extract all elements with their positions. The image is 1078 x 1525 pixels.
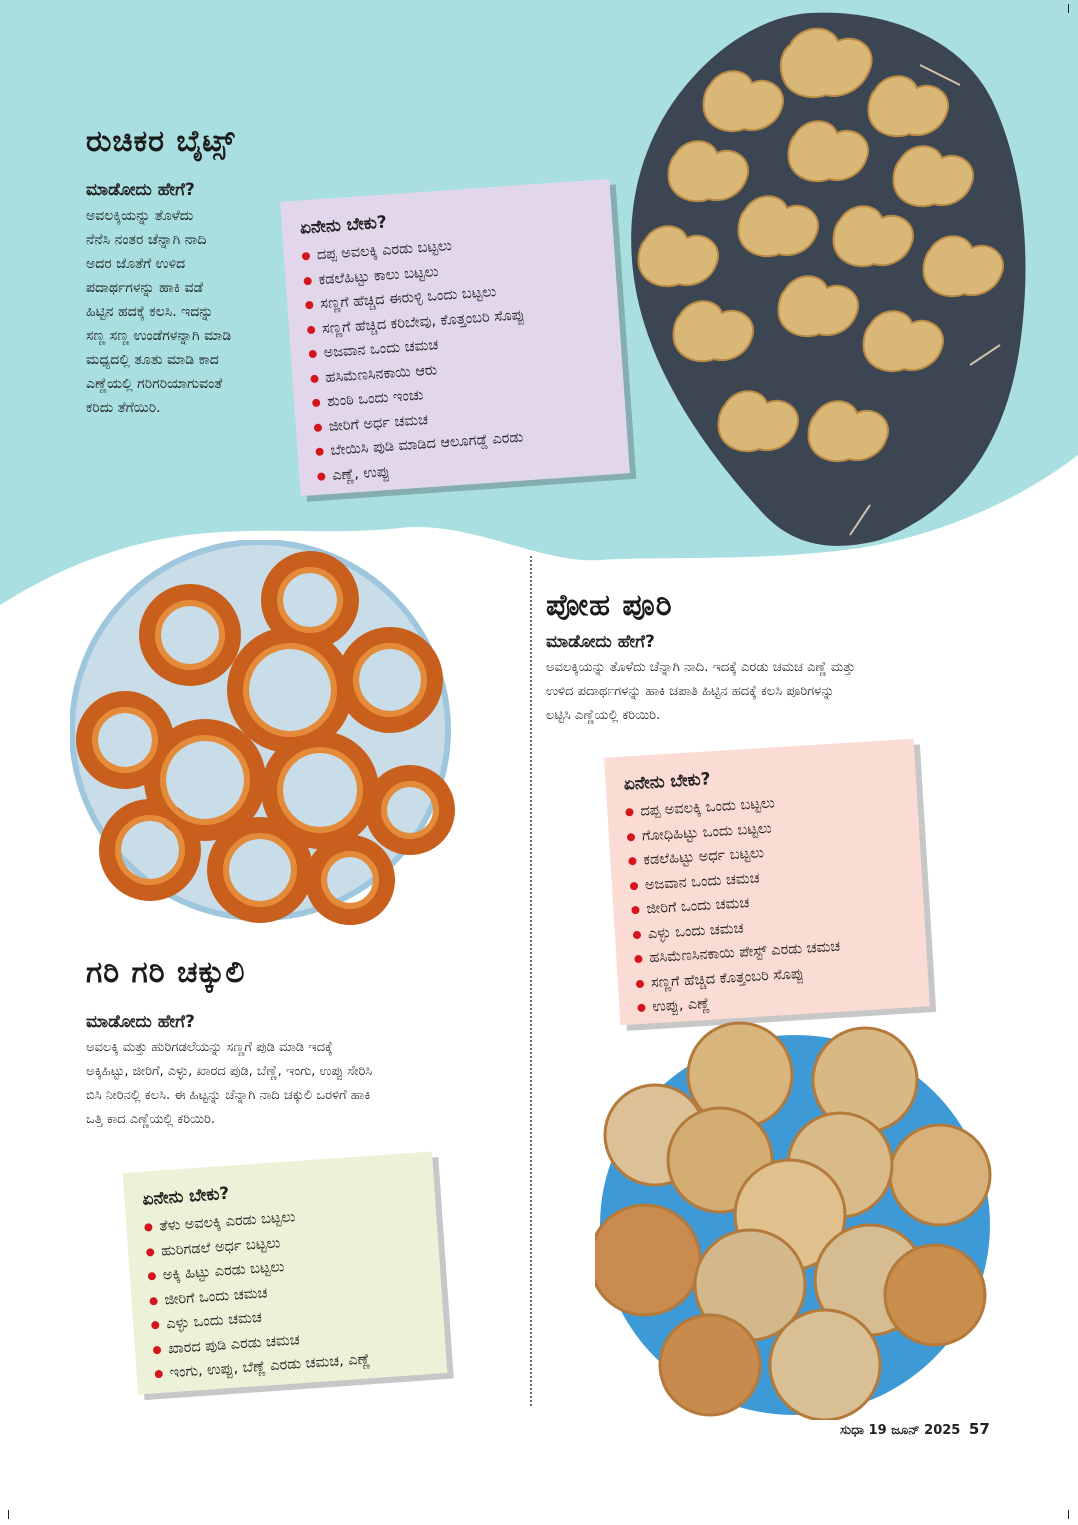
ingredients-heading: ಏನೇನು ಬೇಕು? [141, 1183, 230, 1210]
chakli-method-heading: ಮಾಡೋದು ಹೇಗೆ? [86, 1012, 195, 1032]
ingredient-item: ಅಜವಾನ ಒಂದು ಚಮಚ [629, 857, 904, 898]
method-line: ಕರಿದು ತೆಗೆಯಿರಿ. [86, 400, 161, 416]
page-footer [840, 1420, 990, 1438]
ingredient-item: ಎಳ್ಳು ಒಂದು ಚಮಚ [150, 1294, 425, 1338]
method-line: ಸಣ್ಣ ಸಣ್ಣ ಉಂಡೆಗಳನ್ನಾಗಿ ಮಾಡಿ [86, 328, 232, 344]
bullet-icon [634, 955, 642, 963]
poha-poori-photo [595, 1020, 995, 1420]
ingredient-item: ಎಳ್ಳು ಒಂದು ಚಮಚ [632, 906, 907, 947]
ingredient-item: ಹುರಿಗಡಲೆ ಅರ್ಧ ಬಟ್ಟಲು [145, 1221, 420, 1265]
ingredient-item: ಎಣ್ಣೆ, ಉಪ್ಪು [317, 444, 612, 489]
method-line: ಅದರ ಜೊತೆಗೆ ಉಳಿದ [86, 256, 186, 272]
bullet-icon [144, 1223, 153, 1232]
ingredient-item: ಹಸಿಮೆಣಸಿನಕಾಯಿ ಪೇಸ್ಟ್ ಎರಡು ಚಮಚ [634, 931, 909, 972]
ingredient-item: ದಪ್ಪ ಅವಲಕ್ಕಿ ಎರಡು ಬಟ್ಟಲು [301, 224, 596, 269]
crop-mark [1068, 1510, 1069, 1519]
bullet-icon [305, 301, 314, 310]
bites-method-text [86, 204, 286, 420]
bites-method-heading: ಮಾಡೋದು ಹೇಗೆ? [86, 180, 195, 200]
ingredient-item: ಅಕ್ಕಿ ಹಿಟ್ಟು ಎರಡು ಬಟ್ಟಲು [147, 1245, 422, 1289]
method-line: ಅಕ್ಕಿಹಿಟ್ಟು, ಜೀರಿಗೆ, ಎಳ್ಳು, ಖಾರದ ಪುಡಿ, ಬೆಣ್ಣೆ, ಇಂಗು, ಉಪ್ಪು ಸೇರಿಸಿ [86, 1064, 373, 1079]
method-line: ಹಿಟ್ಟಿನ ಹದಕ್ಕೆ ಕಲಸಿ. ಇದನ್ನು [86, 304, 214, 320]
poha-method-heading: ಮಾಡೋದು ಹೇಗೆ? [546, 632, 655, 652]
bullet-icon [302, 252, 311, 261]
ingredient-item: ಜೀರಿಗೆ ಒಂದು ಚಮಚ [631, 882, 906, 923]
bullet-icon [154, 1370, 163, 1379]
ingredient-item: ಗೋಧಿಹಿಟ್ಟು ಒಂದು ಬಟ್ಟಲು [626, 808, 901, 849]
chakli-title: ಗರಿ ಗರಿ ಚಕ್ಕುಲಿ [86, 955, 246, 990]
ingredient-item: ಹಸಿಮೆಣಸಿನಕಾಯಿ ಆರು [310, 346, 605, 391]
ingredient-item: ಬೇಯಿಸಿ ಪುಡಿ ಮಾಡಿದ ಆಲೂಗಡ್ಡೆ ಎರಡು [315, 420, 610, 465]
chakli-photo [70, 540, 455, 925]
poha-title: ಪೋಹ ಪೂರಿ [546, 588, 673, 623]
magazine-issue: ಸುಧಾ 19 ಜೂನ್ 2025 [840, 1423, 961, 1438]
ingredient-item: ಶುಂಠಿ ಒಂದು ಇಂಚು [311, 371, 606, 416]
bullet-icon [303, 276, 312, 285]
bullet-icon [153, 1345, 162, 1354]
poha-method-text [546, 656, 1016, 728]
bullet-icon [631, 906, 639, 914]
crop-mark [8, 1510, 9, 1519]
ingredients-heading: ಏನೇನು ಬೇಕು? [623, 769, 712, 795]
bullet-icon [315, 447, 324, 456]
method-line: ಉಳಿದ ಪದಾರ್ಥಗಳನ್ನು ಹಾಕಿ ಚಪಾತಿ ಹಿಟ್ಟಿನ ಹದಕ್ಕೆ ಕಲಸಿ ಪೂರಿಗಳನ್ನು [546, 684, 835, 699]
ingredient-item: ಉಪ್ಪು, ಎಣ್ಣೆ [637, 979, 912, 1020]
bullet-icon [149, 1296, 158, 1305]
method-line: ಅವಲಕ್ಕಿ ಮತ್ತು ಹುರಿಗಡಲೆಯನ್ನು ಸಣ್ಣಗೆ ಪುಡಿ ಮಾಡಿ ಇದಕ್ಕೆ [86, 1040, 333, 1055]
bullet-icon [310, 374, 319, 383]
page-number: 57 [968, 1420, 990, 1438]
ingredient-item: ಅಜವಾನ ಒಂದು ಚಮಚ [308, 322, 603, 367]
ingredients-list [144, 1197, 429, 1387]
method-line: ಮಧ್ಯದಲ್ಲಿ ತೂತು ಮಾಡಿ ಕಾದ [86, 352, 219, 368]
method-line: ಒತ್ತಿ ಕಾದ ಎಣ್ಣೆಯಲ್ಲಿ ಕರಿಯಿರಿ. [86, 1112, 216, 1127]
bullet-icon [317, 472, 326, 481]
ingredient-item: ಜೀರಿಗೆ ಒಂದು ಚಮಚ [149, 1270, 424, 1314]
bullet-icon [307, 325, 316, 334]
column-divider [530, 556, 532, 1406]
bullet-icon [146, 1248, 155, 1257]
bullet-icon [633, 930, 641, 938]
chakli-ingredients-card [123, 1151, 448, 1394]
ingredient-item: ಕಡಲೆಹಿಟ್ಟು ಕಾಲು ಬಟ್ಟಲು [303, 248, 598, 293]
method-line: ಅವಲಕ್ಕಿಯನ್ನು ತೊಳೆದು [86, 208, 194, 224]
bullet-icon [151, 1321, 160, 1330]
bullet-icon [312, 399, 321, 408]
method-line: ಎಣ್ಣೆಯಲ್ಲಿ ಗರಿಗರಿಯಾಗುವಂತೆ [86, 376, 223, 392]
ingredients-list [301, 224, 611, 489]
bullet-icon [636, 979, 644, 987]
bullet-icon [627, 832, 635, 840]
bullet-icon [637, 1004, 645, 1012]
bullet-icon [625, 808, 633, 816]
bullet-icon [314, 423, 323, 432]
ingredient-item: ಕಡಲೆಹಿಟ್ಟು ಅರ್ಧ ಬಟ್ಟಲು [628, 833, 903, 874]
bites-photo [620, 5, 1040, 550]
method-line: ಬಿಸಿ ನೀರಿನಲ್ಲಿ ಕಲಸಿ. ಈ ಹಿಟ್ಟನ್ನು ಚೆನ್ನಾಗಿ ನಾದಿ ಚಕ್ಕುಲಿ ಒರಳಿಗೆ ಹಾಕಿ [86, 1088, 371, 1103]
bites-title: ರುಚಿಕರ ಬೈಟ್ಸ್ [86, 124, 236, 159]
bullet-icon [148, 1272, 157, 1281]
ingredient-item: ಸಣ್ಣಗೆ ಹೆಚ್ಚಿದ ಈರುಳ್ಳಿ ಒಂದು ಬಟ್ಟಲು [305, 273, 600, 318]
ingredient-item: ತೆಳು ಅವಲಕ್ಕಿ ಎರಡು ಬಟ್ಟಲು [144, 1197, 419, 1241]
method-line: ಪದಾರ್ಥಗಳನ್ನು ಹಾಕಿ ವಡೆ [86, 280, 204, 296]
bites-ingredients-card [280, 179, 630, 496]
ingredients-heading: ಏನೇನು ಬೇಕು? [299, 212, 388, 239]
ingredients-list [625, 784, 912, 1021]
method-line: ನೆನೆಸಿ ನಂತರ ಚೆನ್ನಾಗಿ ನಾದಿ [86, 232, 207, 248]
ingredient-item: ಇಂಗು, ಉಪ್ಪು, ಬೆಣ್ಣೆ ಎರಡು ಚಮಚ, ಎಣ್ಣೆ [154, 1343, 429, 1387]
ingredient-item: ಜೀರಿಗೆ ಅರ್ಧ ಚಮಚ [313, 395, 608, 440]
ingredient-item: ಸಣ್ಣಗೆ ಹೆಚ್ಚಿದ ಕರಿಬೇವು, ಕೊತ್ತಂಬರಿ ಸೊಪ್ಪು [306, 297, 601, 342]
ingredient-item: ಖಾರದ ಪುಡಿ ಎರಡು ಚಮಚ [152, 1319, 427, 1363]
ingredient-item: ದಪ್ಪ ಅವಲಕ್ಕಿ ಒಂದು ಬಟ್ಟಲು [625, 784, 900, 825]
bullet-icon [309, 350, 318, 359]
chakli-method-text [86, 1036, 506, 1132]
poha-ingredients-card [604, 739, 930, 1025]
bullet-icon [628, 857, 636, 865]
bullet-icon [630, 881, 638, 889]
method-line: ಅವಲಕ್ಕಿಯನ್ನು ತೊಳೆದು ಚೆನ್ನಾಗಿ ನಾದಿ. ಇದಕ್ಕೆ ಎರಡು ಚಮಚ ಎಣ್ಣೆ ಮತ್ತು [546, 660, 856, 675]
method-line: ಲಟ್ಟಿಸಿ ಎಣ್ಣೆಯಲ್ಲಿ ಕರಿಯಿರಿ. [546, 708, 661, 723]
ingredient-item: ಸಣ್ಣಗೆ ಹೆಚ್ಚಿದ ಕೊತ್ತಂಬರಿ ಸೊಪ್ಪು [635, 955, 910, 996]
crop-mark [1068, 4, 1069, 13]
